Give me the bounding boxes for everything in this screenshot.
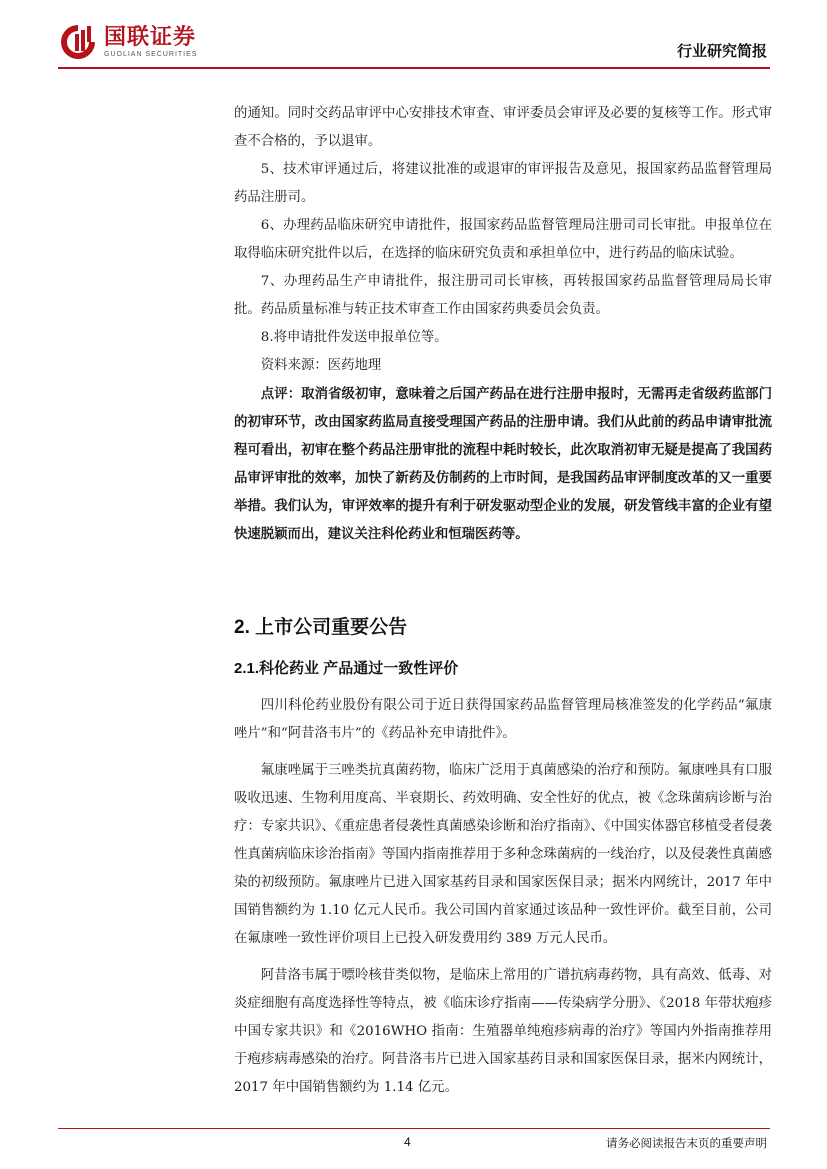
- report-type-label: 行业研究简报: [676, 42, 767, 60]
- paragraph: 的通知。同时交药品审评中心安排技术审查、审评委员会审评及必要的复核等工作。形式审查不合格的，予以退审。: [234, 106, 772, 149]
- company-logo: [58, 22, 197, 62]
- paragraph: 8.将申请批件发送申报单位等。: [260, 330, 448, 345]
- footer-disclaimer: 请务必阅读报告末页的重要声明: [606, 1136, 767, 1150]
- announcement-text-block: [234, 692, 772, 1102]
- paragraph: 5、技术审评通过后，将建议批准的或退审的审评报告及意见，报国家药品监督管理局药品注册司。: [234, 162, 772, 205]
- logo-chinese-name: 国联证券: [104, 24, 197, 50]
- page-number: 4: [404, 1135, 411, 1149]
- paragraph: 7、办理药品生产申请批件，报注册司司长审核，再转报国家药品监督管理局局长审批。药品质量标准与转正技术审查工作由国家药典委员会负责。: [234, 274, 772, 317]
- guolian-logo-icon: [58, 22, 98, 62]
- paragraph: 6、办理药品临床研究申请批件，报国家药品监督管理局注册司司长审批。申报单位在取得临床研究批件以后，在选择的临床研究负责和承担单位中，进行药品的临床试验。: [234, 218, 772, 261]
- paragraph: 阿昔洛韦属于嘌呤核苷类似物，是临床上常用的广谱抗病毒药物，具有高效、低毒、对炎症细胞有高度选择性等特点，被《临床诊疗指南——传染病学分册》、《2018 年带状疱疹中国专家共识》和《2016WHO 指南：生殖器单纯疱疹病毒的治疗》等国内外指南推荐用于疱疹病毒感染的治疗。阿昔洛韦片已进入国家基药目录和国家医保目录，据米内网统计，2017 年中国销售额约为 1.14 亿元。: [234, 968, 772, 1095]
- footer-divider: [58, 1128, 770, 1129]
- paragraph: 氟康唑属于三唑类抗真菌药物，临床广泛用于真菌感染的治疗和预防。氟康唑具有口服吸收迅速、生物利用度高、半衰期长、药效明确、安全性好的优点，被《念珠菌病诊断与治疗：专家共识》、《重症患者侵袭性真菌感染诊断和治疗指南》、《中国实体器官移植受者侵袭性真菌病临床诊治指南》等国内指南推荐用于多种念珠菌病的一线治疗，以及侵袭性真菌感染的初级预防。氟康唑片已进入国家基药目录和国家医保目录；据米内网统计，2017 年中国销售额约为 1.10 亿元人民币。我公司国内首家通过该品种一致性评价。截至目前，公司在氟康唑一致性评价项目上已投入研发费用约 389 万元人民币。: [234, 763, 772, 946]
- source-note: 资料来源：医药地理: [260, 358, 382, 373]
- comment-paragraph: 点评：取消省级初审，意味着之后国产药品在进行注册申报时，无需再走省级药监部门的初审环节，改由国家药监局直接受理国产药品的注册申请。我们从此前的药品申请审批流程可看出，初审在整个药品注册审批的流程中耗时较长，此次取消初审无疑是提高了我国药品审评审批的效率，加快了新药及仿制药的上市时间，是我国药品审评制度改革的又一重要举措。我们认为，审评效率的提升有利于研发驱动型企业的发展，研发管线丰富的企业有望快速脱颖而出，建议关注科伦药业和恒瑞医药等。: [234, 386, 772, 542]
- paragraph: 四川科伦药业股份有限公司于近日获得国家药品监督管理局核准签发的化学药品“氟康唑片”和“阿昔洛韦片”的《药品补充申请批件》。: [234, 698, 772, 741]
- main-text-block: [234, 100, 772, 548]
- subsection-title: 2.1.科伦药业 产品通过一致性评价: [234, 660, 459, 677]
- header-divider: [58, 67, 770, 69]
- section-title: 2. 上市公司重要公告: [234, 617, 408, 638]
- page-header: [0, 0, 827, 70]
- logo-english-name: GUOLIAN SECURITIES: [104, 50, 198, 58]
